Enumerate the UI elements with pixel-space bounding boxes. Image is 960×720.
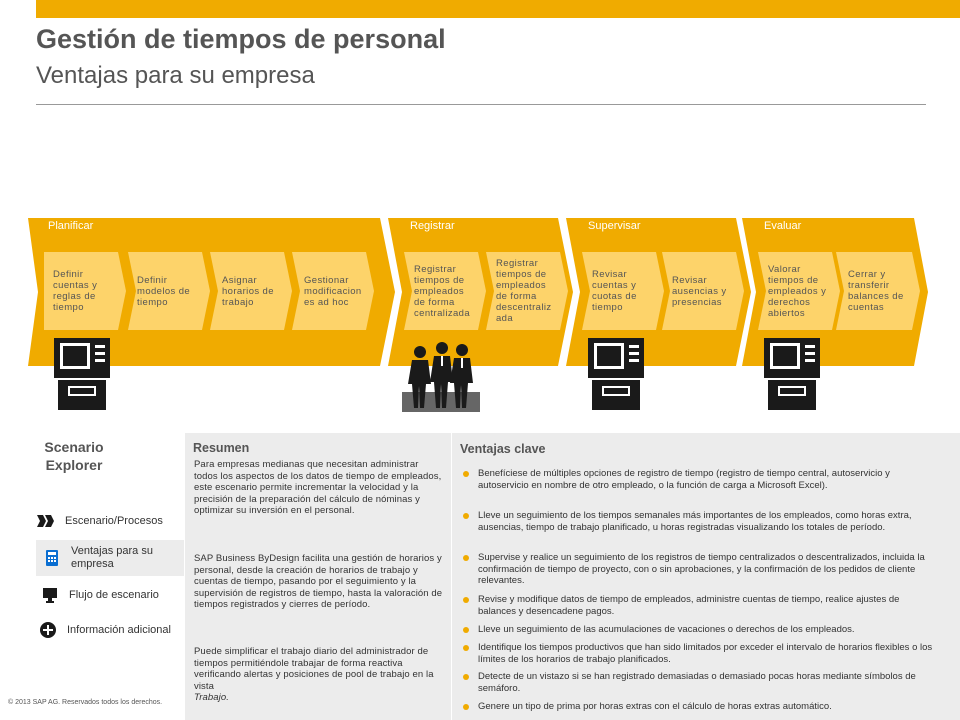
page-title: Gestión de tiempos de personal — [36, 24, 446, 54]
atm-terminal-icon — [586, 336, 646, 417]
double-chevron-icon — [36, 513, 54, 529]
nav-label: Flujo de escenario — [69, 589, 159, 601]
atm-terminal-icon — [52, 336, 112, 417]
resumen-paragraph: Para empresas medianas que necesitan administrar todos los aspectos de los datos de tiempo de empleados, este escenario permite incrementar la velocidad y la precisión de la preparación del cálculo de nóminas y optimizar su inversión en el personal. — [194, 459, 442, 516]
bullet-text: Revise y modifique datos de tiempo de empleados, administre cuentas de tiempo, realice ajustes de balances y desencadene pagos. — [478, 594, 900, 617]
copyright-text: © 2013 SAP AG. Reservados todos los derechos. — [8, 699, 163, 706]
ventajas-heading: Ventajas clave — [460, 442, 546, 456]
bullet-dot — [463, 627, 469, 633]
ventaja-bullet — [462, 594, 940, 617]
top-accent-bar — [36, 0, 960, 18]
step-revisar-cuentas[interactable] — [582, 252, 664, 330]
bullet-dot — [463, 471, 469, 477]
bullet-text: Lleve un seguimiento de las acumulaciones de vacaciones o derechos de los empleados. — [478, 624, 855, 635]
bullet-dot — [463, 597, 469, 603]
phase-evaluar-label: Evaluar — [764, 220, 802, 232]
step-label: Revisar cuentas y cuotas de tiempo — [592, 269, 637, 313]
step-asignar-horarios[interactable] — [210, 252, 292, 330]
monitor-icon — [42, 587, 58, 603]
resumen-paragraph: Puede simplificar el trabajo diario del administrador de tiempos permitiéndole trabajar de forma reactiva verificando alertas y posiciones de pool de trabajo en la vista — [194, 646, 434, 692]
phase-registrar-label: Registrar — [410, 220, 455, 232]
nav-informacion-adicional[interactable] — [36, 619, 184, 641]
step-registrar-centralizada[interactable] — [404, 252, 486, 330]
step-definir-modelos[interactable] — [128, 252, 210, 330]
step-registrar-descentralizada[interactable] — [486, 252, 568, 330]
step-label: Revisar ausencias y presencias — [672, 274, 727, 308]
bullet-dot — [463, 674, 469, 680]
phase-planificar-label: Planificar — [48, 220, 94, 232]
people-group-icon — [402, 340, 480, 417]
bullet-text: Identifique los tiempos productivos que han sido limitados por exceder el intervalo de horarios flexibles o los límites de los horarios de trabajo planificados. — [478, 642, 933, 665]
step-label: Gestionar modificacion es ad hoc — [304, 274, 362, 308]
step-label: Cerrar y transferir balances de cuentas — [848, 269, 904, 313]
nav-escenario-procesos[interactable] — [36, 510, 184, 532]
bullet-text: Genere un tipo de prima por horas extras con el cálculo de horas extras automático. — [478, 701, 832, 712]
ventaja-bullet — [462, 671, 940, 694]
step-label: Registrar tiempos de empleados de forma centralizada — [414, 263, 471, 319]
step-revisar-ausencias[interactable] — [662, 252, 744, 330]
nav-label: Información adicional — [67, 624, 171, 636]
step-gestionar-modificaciones[interactable] — [292, 252, 374, 330]
step-label: Definir modelos de tiempo — [137, 274, 191, 308]
ventaja-bullet — [462, 701, 940, 713]
bullet-dot — [463, 555, 469, 561]
nav-label: Ventajas para su empresa — [71, 545, 153, 570]
scenario-explorer-title: Scenario Explorer — [44, 439, 104, 473]
resumen-paragraph-italic: Trabajo. — [194, 692, 229, 703]
atm-terminal-icon — [762, 336, 822, 417]
bullet-text: Lleve un seguimiento de los tiempos semanales más importantes de los empleados, como horas extra, ausencias, tiempo de trabajo planificado, u horas registradas visualizando los totales de período. — [478, 510, 912, 533]
resumen-panel — [185, 433, 451, 720]
calculator-icon — [44, 550, 60, 566]
page-subtitle: Ventajas para su empresa — [36, 62, 315, 89]
ventaja-bullet — [462, 624, 940, 636]
step-label: Definir cuentas y reglas de tiempo — [53, 269, 98, 313]
bullet-text: Benefíciese de múltiples opciones de registro de tiempo (registro de tiempo central, autoservicio y autoservicio en nombre de otro empleado, o la función de carga a Microsoft Excel). — [478, 468, 890, 491]
bullet-text: Detecte de un vistazo si se han registrado demasiadas o demasiado pocas horas mediante símbolos de semáforo. — [478, 671, 916, 694]
nav-ventajas-empresa[interactable] — [36, 540, 184, 576]
resumen-heading: Resumen — [193, 441, 250, 455]
nav-label: Escenario/Procesos — [65, 515, 163, 527]
step-label: Registrar tiempos de empleados de forma descentraliz ada — [496, 258, 552, 324]
ventaja-bullet — [462, 510, 940, 533]
step-cerrar-balances[interactable] — [836, 252, 920, 330]
phase-supervisar-label: Supervisar — [588, 220, 641, 232]
ventajas-clave-panel — [451, 433, 960, 720]
nav-flujo-escenario[interactable] — [36, 584, 184, 606]
step-valorar-tiempos[interactable] — [758, 252, 840, 330]
plus-circle-icon — [40, 622, 56, 638]
bullet-dot — [463, 645, 469, 651]
ventaja-bullet — [462, 642, 940, 665]
bullet-text: Supervise y realice un seguimiento de los registros de tiempo centralizados o descentralizados, incluida la confirmación de tiempo de proyecto, con o sin aprobaciones, y la confirmación de los pedidos de cliente relevantes. — [478, 552, 925, 586]
step-label: Valorar tiempos de empleados y derechos abiertos — [768, 263, 827, 319]
title-divider — [36, 104, 926, 105]
step-label: Asignar horarios de trabajo — [222, 274, 274, 308]
ventaja-bullet — [462, 552, 940, 587]
bullet-dot — [463, 513, 469, 519]
bullet-dot — [463, 704, 469, 710]
resumen-paragraph: SAP Business ByDesign facilita una gestión de horarios y personal, desde la creación de horarios de trabajo y cuentas de tiempo, pasando por el seguimiento y la supervisión de registros de tiempo, hasta la valoración de tiempos registrados y cierres de período. — [194, 553, 443, 610]
step-definir-cuentas[interactable] — [44, 252, 126, 330]
ventaja-bullet — [462, 468, 940, 491]
